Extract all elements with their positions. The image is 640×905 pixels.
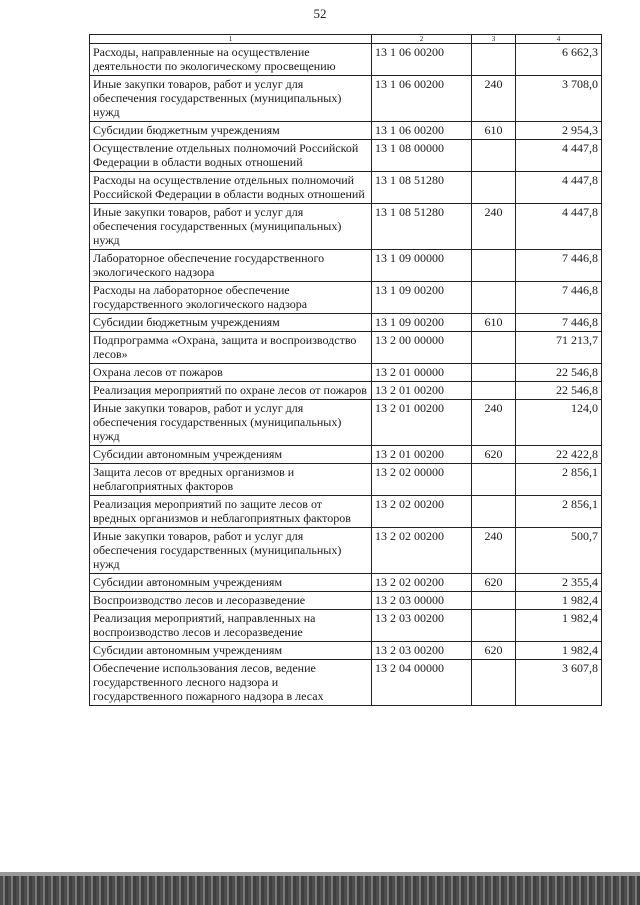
cell-code: 13 2 02 00200 [372,496,472,528]
table-row [90,140,602,172]
cell-type [472,140,516,172]
table-row [90,250,602,282]
cell-amount: 22 422,8 [516,446,602,464]
table-row [90,382,602,400]
cell-code: 13 1 06 00200 [372,122,472,140]
cell-name: Субсидии автономным учреждениям [90,574,372,592]
table-row [90,172,602,204]
cell-type: 620 [472,574,516,592]
cell-name: Субсидии автономным учреждениям [90,642,372,660]
cell-amount: 3 708,0 [516,76,602,122]
cell-code: 13 1 09 00200 [372,314,472,332]
cell-amount: 3 607,8 [516,660,602,706]
table-header-row [90,35,602,44]
cell-name: Реализация мероприятий по защите лесов от вредных организмов и неблагоприятных факторов [90,496,372,528]
table-row [90,122,602,140]
cell-code: 13 2 01 00200 [372,400,472,446]
cell-code: 13 1 06 00200 [372,44,472,76]
table-row [90,400,602,446]
table-row [90,446,602,464]
cell-code: 13 2 03 00200 [372,642,472,660]
cell-code: 13 2 02 00200 [372,574,472,592]
table-row [90,364,602,382]
cell-amount: 1 982,4 [516,642,602,660]
header-col-1: 1 [90,35,372,44]
cell-type [472,610,516,642]
table-row [90,610,602,642]
table-row [90,528,602,574]
cell-name: Защита лесов от вредных организмов и неблагоприятных факторов [90,464,372,496]
cell-name: Субсидии бюджетным учреждениям [90,314,372,332]
budget-table [89,34,602,706]
cell-code: 13 2 04 00000 [372,660,472,706]
header-col-4: 4 [516,35,602,44]
cell-code: 13 1 09 00000 [372,250,472,282]
cell-code: 13 2 03 00000 [372,592,472,610]
cell-name: Реализация мероприятий, направленных на воспроизводство лесов и лесоразведение [90,610,372,642]
cell-amount: 500,7 [516,528,602,574]
table-row [90,574,602,592]
cell-code: 13 2 00 00000 [372,332,472,364]
cell-name: Субсидии автономным учреждениям [90,446,372,464]
cell-amount: 7 446,8 [516,314,602,332]
cell-name: Иные закупки товаров, работ и услуг для обеспечения государственных (муниципальных) нужд [90,76,372,122]
cell-code: 13 2 02 00200 [372,528,472,574]
cell-name: Обеспечение использования лесов, ведение государственного лесного надзора и государственного пожарного надзора в лесах [90,660,372,706]
table-row [90,592,602,610]
header-col-3: 3 [472,35,516,44]
cell-type [472,592,516,610]
cell-type [472,332,516,364]
cell-code: 13 1 08 51280 [372,204,472,250]
cell-type [472,250,516,282]
cell-name: Подпрограмма «Охрана, защита и воспроизводство лесов» [90,332,372,364]
cell-amount: 22 546,8 [516,364,602,382]
cell-amount: 1 982,4 [516,592,602,610]
table-row [90,660,602,706]
cell-amount: 7 446,8 [516,250,602,282]
cell-amount: 7 446,8 [516,282,602,314]
table-row [90,44,602,76]
page-number: 52 [313,6,327,21]
header-col-2: 2 [372,35,472,44]
cell-name: Охрана лесов от пожаров [90,364,372,382]
cell-type [472,496,516,528]
cell-name: Иные закупки товаров, работ и услуг для обеспечения государственных (муниципальных) нужд [90,400,372,446]
table-row [90,76,602,122]
cell-type: 620 [472,446,516,464]
table-row [90,464,602,496]
cell-code: 13 2 01 00200 [372,382,472,400]
cell-name: Субсидии бюджетным учреждениям [90,122,372,140]
cell-code: 13 2 03 00200 [372,610,472,642]
cell-type: 620 [472,642,516,660]
cell-name: Осуществление отдельных полномочий Российской Федерации в области водных отношений [90,140,372,172]
cell-name: Расходы, направленные на осуществление деятельности по экологическому просвещению [90,44,372,76]
scan-edge-noise [0,876,640,905]
cell-name: Иные закупки товаров, работ и услуг для обеспечения государственных (муниципальных) нужд [90,204,372,250]
cell-type [472,382,516,400]
cell-code: 13 2 01 00200 [372,446,472,464]
cell-type: 240 [472,400,516,446]
cell-type [472,464,516,496]
cell-type: 240 [472,528,516,574]
table-row [90,496,602,528]
cell-name: Расходы на осуществление отдельных полномочий Российской Федерации в области водных отношений [90,172,372,204]
cell-name: Расходы на лабораторное обеспечение государственного экологического надзора [90,282,372,314]
cell-amount: 124,0 [516,400,602,446]
cell-code: 13 2 01 00000 [372,364,472,382]
table-row [90,314,602,332]
cell-name: Воспроизводство лесов и лесоразведение [90,592,372,610]
cell-type: 610 [472,122,516,140]
cell-name: Лабораторное обеспечение государственного экологического надзора [90,250,372,282]
cell-type [472,44,516,76]
cell-name: Реализация мероприятий по охране лесов от пожаров [90,382,372,400]
cell-amount: 6 662,3 [516,44,602,76]
cell-amount: 2 355,4 [516,574,602,592]
table-row [90,204,602,250]
table-row [90,642,602,660]
cell-amount: 4 447,8 [516,140,602,172]
table-row [90,282,602,314]
cell-amount: 2 856,1 [516,464,602,496]
cell-type [472,660,516,706]
cell-amount: 4 447,8 [516,204,602,250]
cell-type: 240 [472,204,516,250]
cell-code: 13 1 09 00200 [372,282,472,314]
cell-amount: 1 982,4 [516,610,602,642]
cell-code: 13 2 02 00000 [372,464,472,496]
cell-code: 13 1 06 00200 [372,76,472,122]
cell-type [472,172,516,204]
cell-code: 13 1 08 00000 [372,140,472,172]
cell-amount: 71 213,7 [516,332,602,364]
cell-amount: 2 856,1 [516,496,602,528]
cell-amount: 2 954,3 [516,122,602,140]
cell-type [472,282,516,314]
cell-amount: 4 447,8 [516,172,602,204]
cell-type: 610 [472,314,516,332]
cell-type [472,364,516,382]
cell-amount: 22 546,8 [516,382,602,400]
cell-name: Иные закупки товаров, работ и услуг для обеспечения государственных (муниципальных) нужд [90,528,372,574]
cell-code: 13 1 08 51280 [372,172,472,204]
table-row [90,332,602,364]
cell-type: 240 [472,76,516,122]
